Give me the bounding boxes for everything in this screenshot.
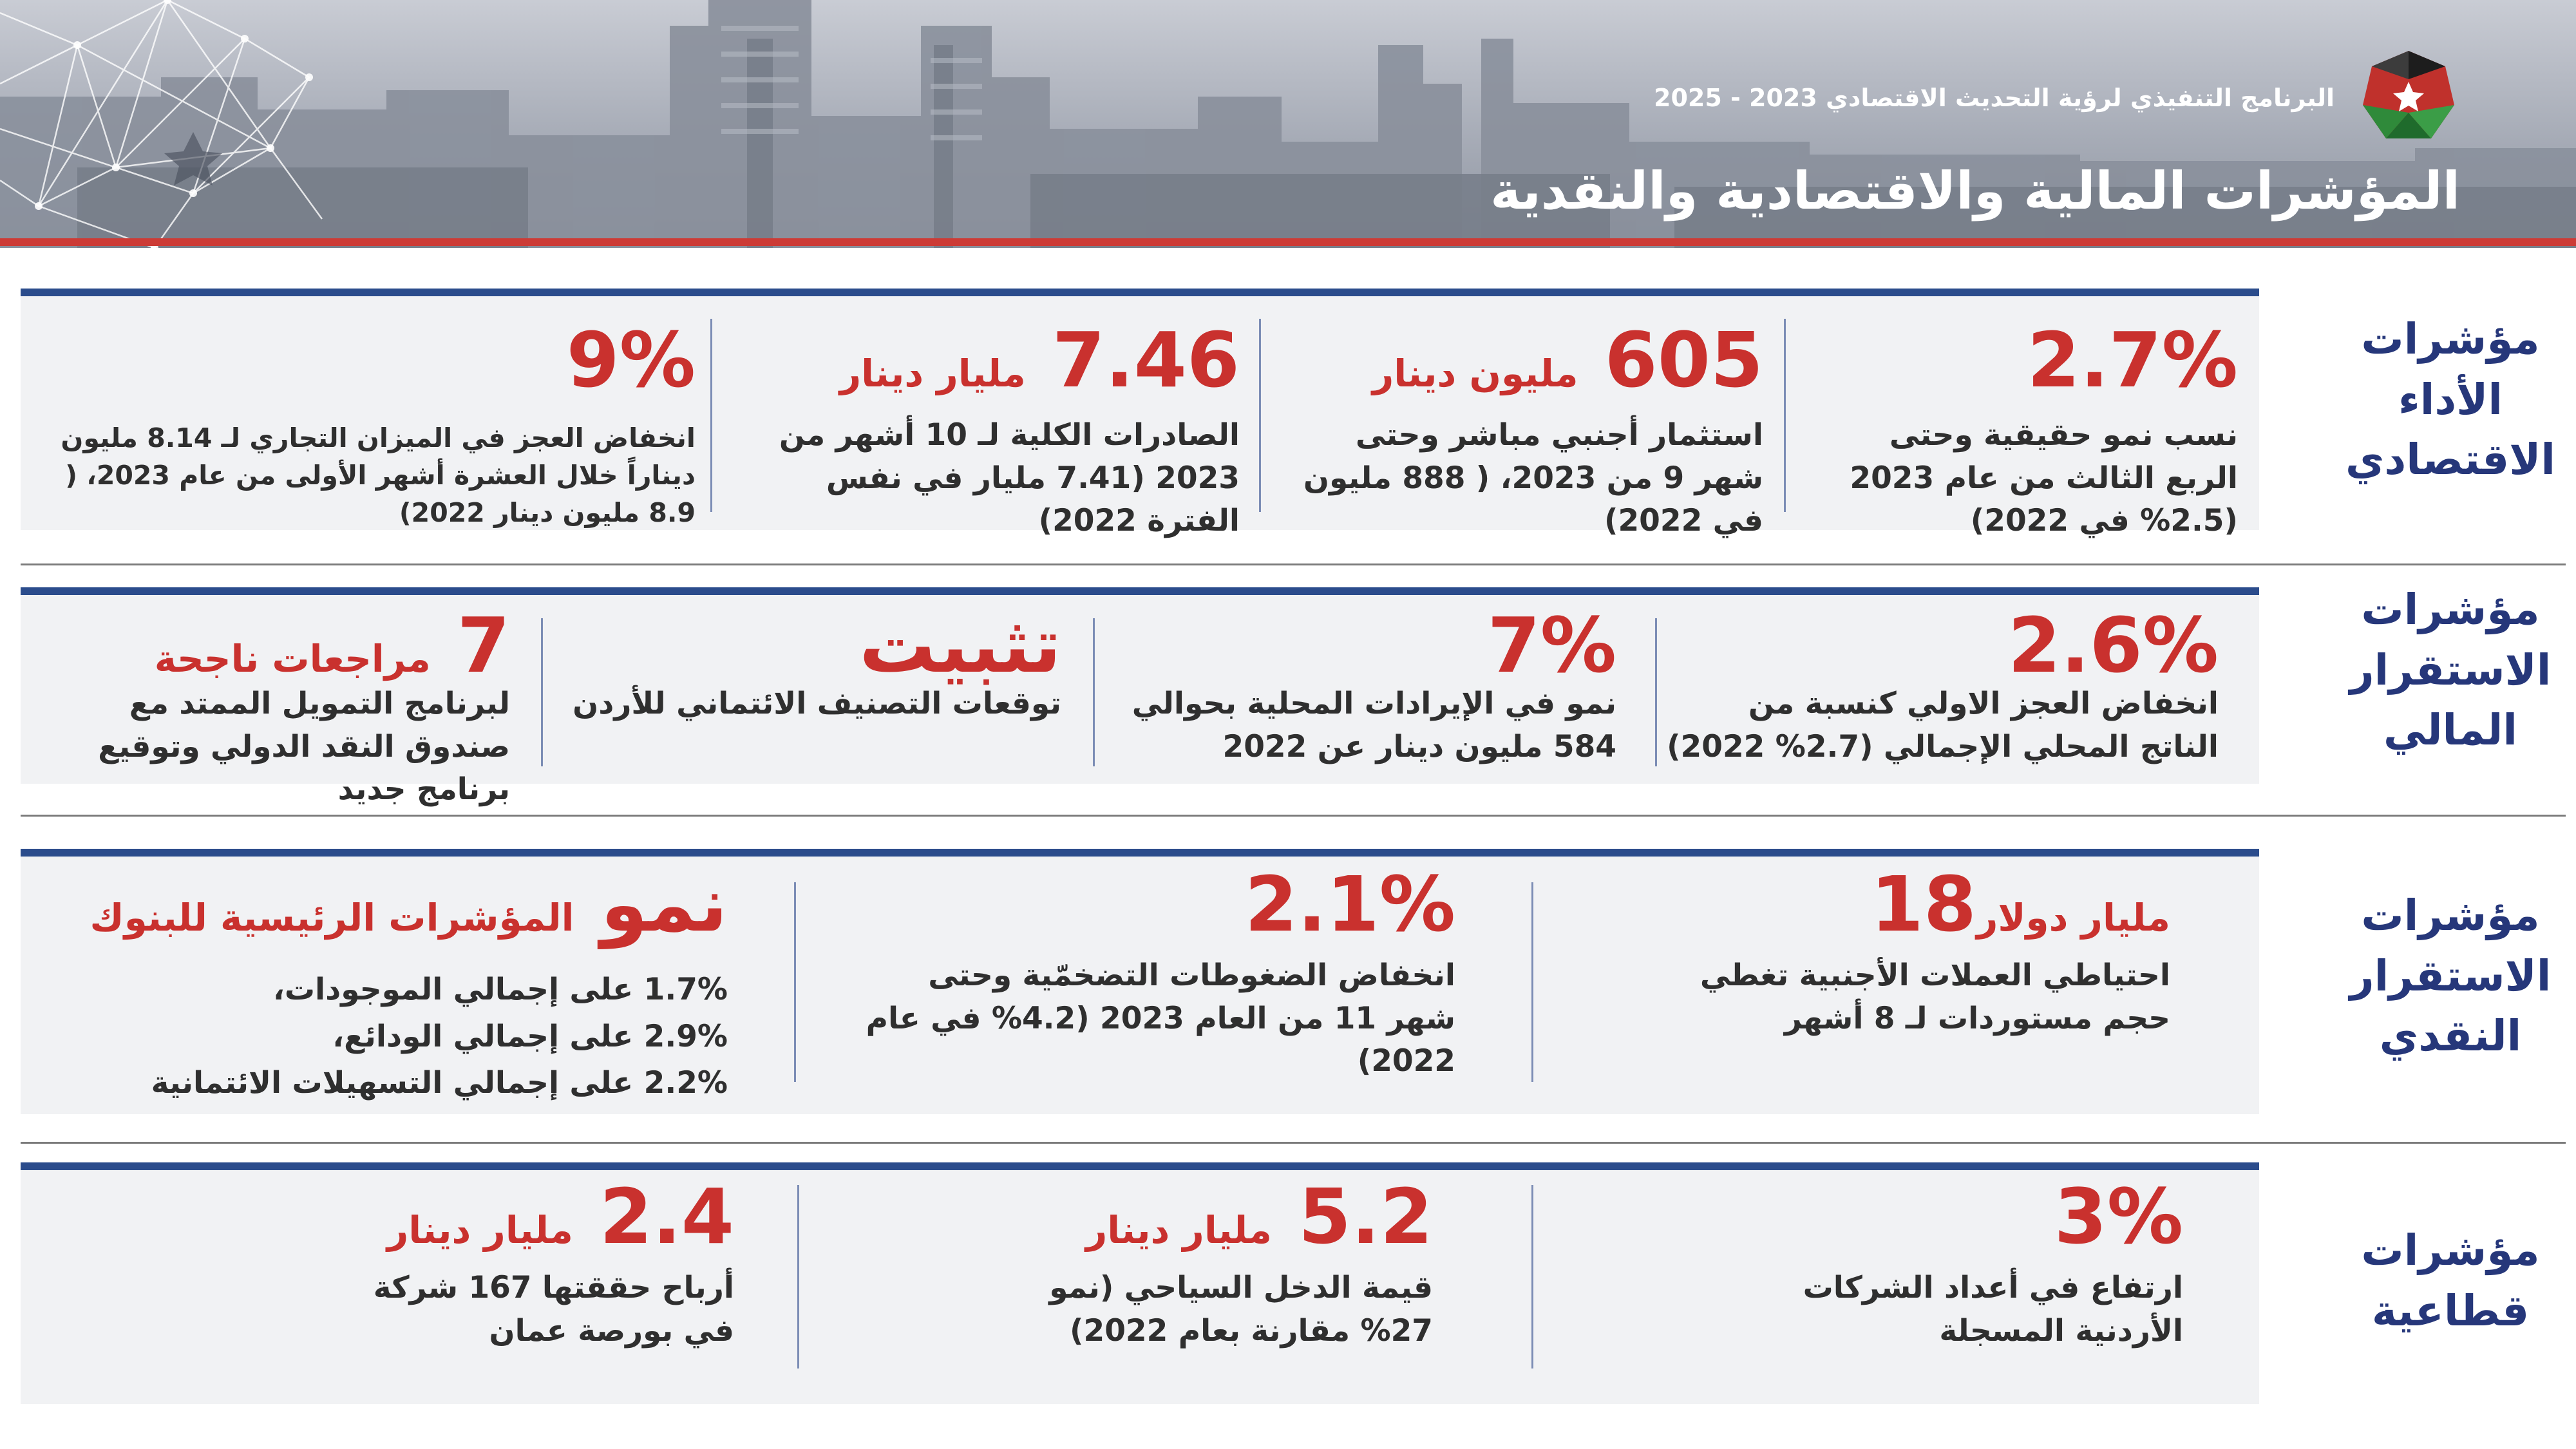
- row-label-sectoral: مؤشرات قطاعية: [2361, 1226, 2540, 1336]
- metric-ase-profits: [155, 1172, 734, 1352]
- metric-inflation: [844, 860, 1455, 1083]
- row-label-fiscal: مؤشرات الاستقرار المالي: [2349, 585, 2552, 755]
- metric-value: 18: [1870, 860, 1976, 949]
- metric-value: 2.7%: [2027, 316, 2238, 404]
- metric-line: 1.7% على إجمالي الموجودات،: [272, 971, 728, 1007]
- metric-unit: مليار دينار: [1085, 1208, 1272, 1252]
- metric-trade-deficit: [52, 316, 696, 531]
- metric-value: 2.1%: [1244, 860, 1455, 949]
- metric-description: استثمار أجنبي مباشر وحتى شهر 9 من 2023، ( 888 مليون في 2022): [1303, 417, 1763, 539]
- metric-value: 7: [457, 601, 510, 690]
- panel-top-bar: [21, 587, 2259, 595]
- metric-description: لبرنامج التمويل الممتد مع صندوق النقد الدولي وتوقيع برنامج جديد: [98, 685, 510, 808]
- metric-value: 7.46: [1052, 316, 1240, 404]
- divider: [797, 1185, 799, 1368]
- metric-unit: مليار دينار: [386, 1208, 573, 1252]
- metric-description: الصادرات الكلية لـ 10 أشهر من 2023 (7.41 مليار في نفس الفترة 2022): [779, 417, 1240, 539]
- metric-value: 5.2: [1298, 1172, 1433, 1261]
- divider: [794, 882, 796, 1082]
- divider: [710, 319, 712, 512]
- panel-top-bar: [21, 1162, 2259, 1170]
- metric-value: 9%: [566, 316, 696, 404]
- metric-unit: مليون دينار: [1372, 352, 1578, 395]
- divider: [1259, 319, 1261, 512]
- metric-gdp-growth: [1819, 316, 2238, 543]
- metric-imf-reviews: [21, 601, 510, 811]
- metric-companies: [1604, 1172, 2183, 1352]
- divider: [1784, 319, 1786, 512]
- metric-unit: مليار دولار: [1976, 896, 2170, 940]
- metric-description: نمو في الإيرادات المحلية بحوالي 584 مليون دينار عن 2022: [1132, 685, 1616, 764]
- row-separator: [21, 1142, 2566, 1144]
- metric-unit: مراجعات ناجحة: [154, 637, 431, 681]
- metric-description: نسب نمو حقيقية وحتى الربع الثالث من عام 2023 (2.5% في 2022): [1850, 417, 2238, 539]
- metric-fdi: [1300, 316, 1763, 543]
- divider: [1531, 1185, 1533, 1368]
- metric-tourism-income: [853, 1172, 1433, 1352]
- metric-value: 605: [1604, 316, 1763, 404]
- divider: [1655, 618, 1657, 766]
- metric-description: قيمة الدخل السياحي (نمو 27% مقارنة بعام 2022): [1049, 1269, 1433, 1349]
- metric-revenue-growth: [1127, 601, 1616, 768]
- page-title: المؤشرات المالية والاقتصادية والنقدية: [1490, 161, 2460, 221]
- metric-line: 2.9% على إجمالي الودائع،: [332, 1018, 728, 1054]
- metric-value: 3%: [2054, 1172, 2183, 1261]
- panel-top-bar: [21, 849, 2259, 857]
- jordan-vision-logo: [2360, 48, 2457, 145]
- metric-exports: [724, 316, 1240, 543]
- metric-description: أرباح حققتها 167 شركة في بورصة عمان: [373, 1269, 734, 1349]
- metric-primary-deficit: [1665, 601, 2219, 768]
- divider: [1531, 882, 1533, 1082]
- row-separator: [21, 564, 2566, 565]
- metric-value: 2.4: [599, 1172, 734, 1261]
- metric-description: انخفاض العجز في الميزان التجاري لـ 8.14 مليون ديناراً خلال العشرة أشهر الأولى من عام 2023، ( 8.9 مليون دينار 2022): [61, 422, 696, 529]
- metric-description: توقعات التصنيف الائتماني للأردن: [573, 685, 1061, 721]
- divider: [1093, 618, 1095, 766]
- divider: [541, 618, 543, 766]
- panel-top-bar: [21, 289, 2259, 296]
- metric-banks-growth: [26, 860, 728, 1105]
- metric-unit: مليار دينار: [839, 352, 1026, 395]
- metric-unit: المؤشرات الرئيسية للبنوك: [90, 896, 574, 940]
- row-label-economic: مؤشرات الأداء الاقتصادي: [2345, 314, 2556, 485]
- metric-description: انخفاض العجز الاولي كنسبة من الناتج المحلي الإجمالي (2.7% 2022): [1667, 685, 2219, 764]
- row-label-monetary: مؤشرات الاستقرار النقدي: [2349, 891, 2552, 1061]
- metric-fx-reserves: [1591, 860, 2170, 1040]
- metric-value: 7%: [1487, 601, 1616, 690]
- metric-credit-rating: [546, 601, 1061, 726]
- header-subtitle: البرنامج التنفيذي لرؤية التحديث الاقتصادي 2023 - 2025: [1654, 84, 2334, 112]
- metric-value: تثبيت: [859, 601, 1061, 690]
- metric-value: نمو: [600, 860, 728, 949]
- metric-description: ارتفاع في أعداد الشركات الأردنية المسجلة: [1803, 1269, 2183, 1349]
- metric-line: 2.2% على إجمالي التسهيلات الائتمانية: [151, 1065, 728, 1101]
- metric-value: 2.6%: [2007, 601, 2219, 690]
- header-accent-line: [0, 238, 2576, 246]
- metric-description: انخفاض الضغوطات التضخمّية وحتى شهر 11 من العام 2023 (4.2% في عام 2022): [866, 957, 1455, 1079]
- page-header: [0, 0, 2576, 248]
- row-separator: [21, 815, 2566, 817]
- metric-description: احتياطي العملات الأجنبية تغطي حجم مستوردات لـ 8 أشهر: [1700, 957, 2170, 1036]
